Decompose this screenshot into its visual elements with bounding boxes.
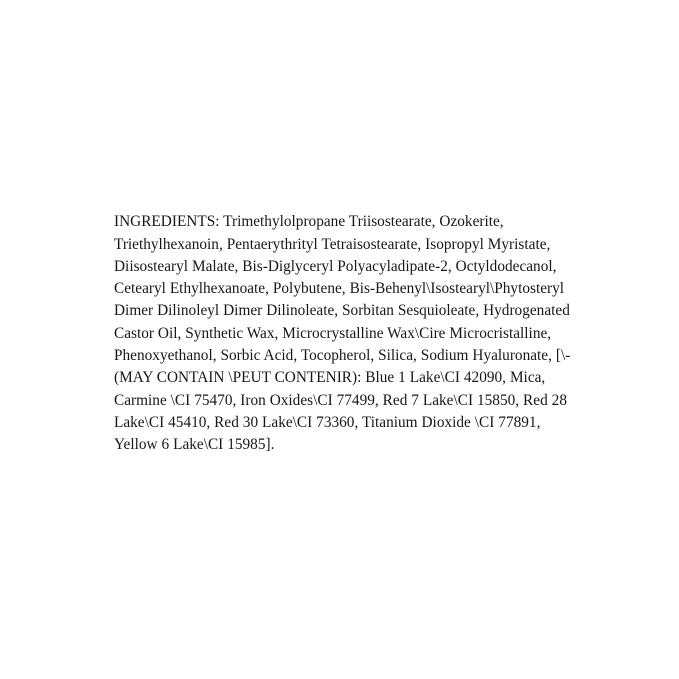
ingredients-block (114, 196, 575, 472)
ingredients-paragraph: INGREDIENTS: Trimethylolpropane Triisostearate, Ozokerite, Triethylhexanoin, Pentaerythrityl Tetraisostearate, Isopropyl Myristate, Diisostearyl Malate, Bis-Diglyceryl Polyacyladipate-2, Octyldodecanol, Cetearyl Ethylhexanoate, Polybutene, Bis-Behenyl\Isostearyl\Phytosteryl Dimer Dilinoleyl Dimer Dilinoleate, Sorbitan Sesquioleate, Hydrogenated Castor Oil, Synthetic Wax, Microcrystalline Wax\Cire Microcristalline, Phenoxyethanol, Sorbic Acid, Tocopherol, Silica, Sodium Hyaluronate, [\- (MAY CONTAIN \PEUT CONTENIR): Blue 1 Lake\CI 42090, Mica, Carmine \CI 75470, Iron Oxides\CI 77499, Red 7 Lake\CI 15850, Red 28 Lake\CI 45410, Red 30 Lake\CI 73360, Titanium Dioxide \CI 77891, Yellow 6 Lake\CI 15985]. (114, 213, 575, 454)
